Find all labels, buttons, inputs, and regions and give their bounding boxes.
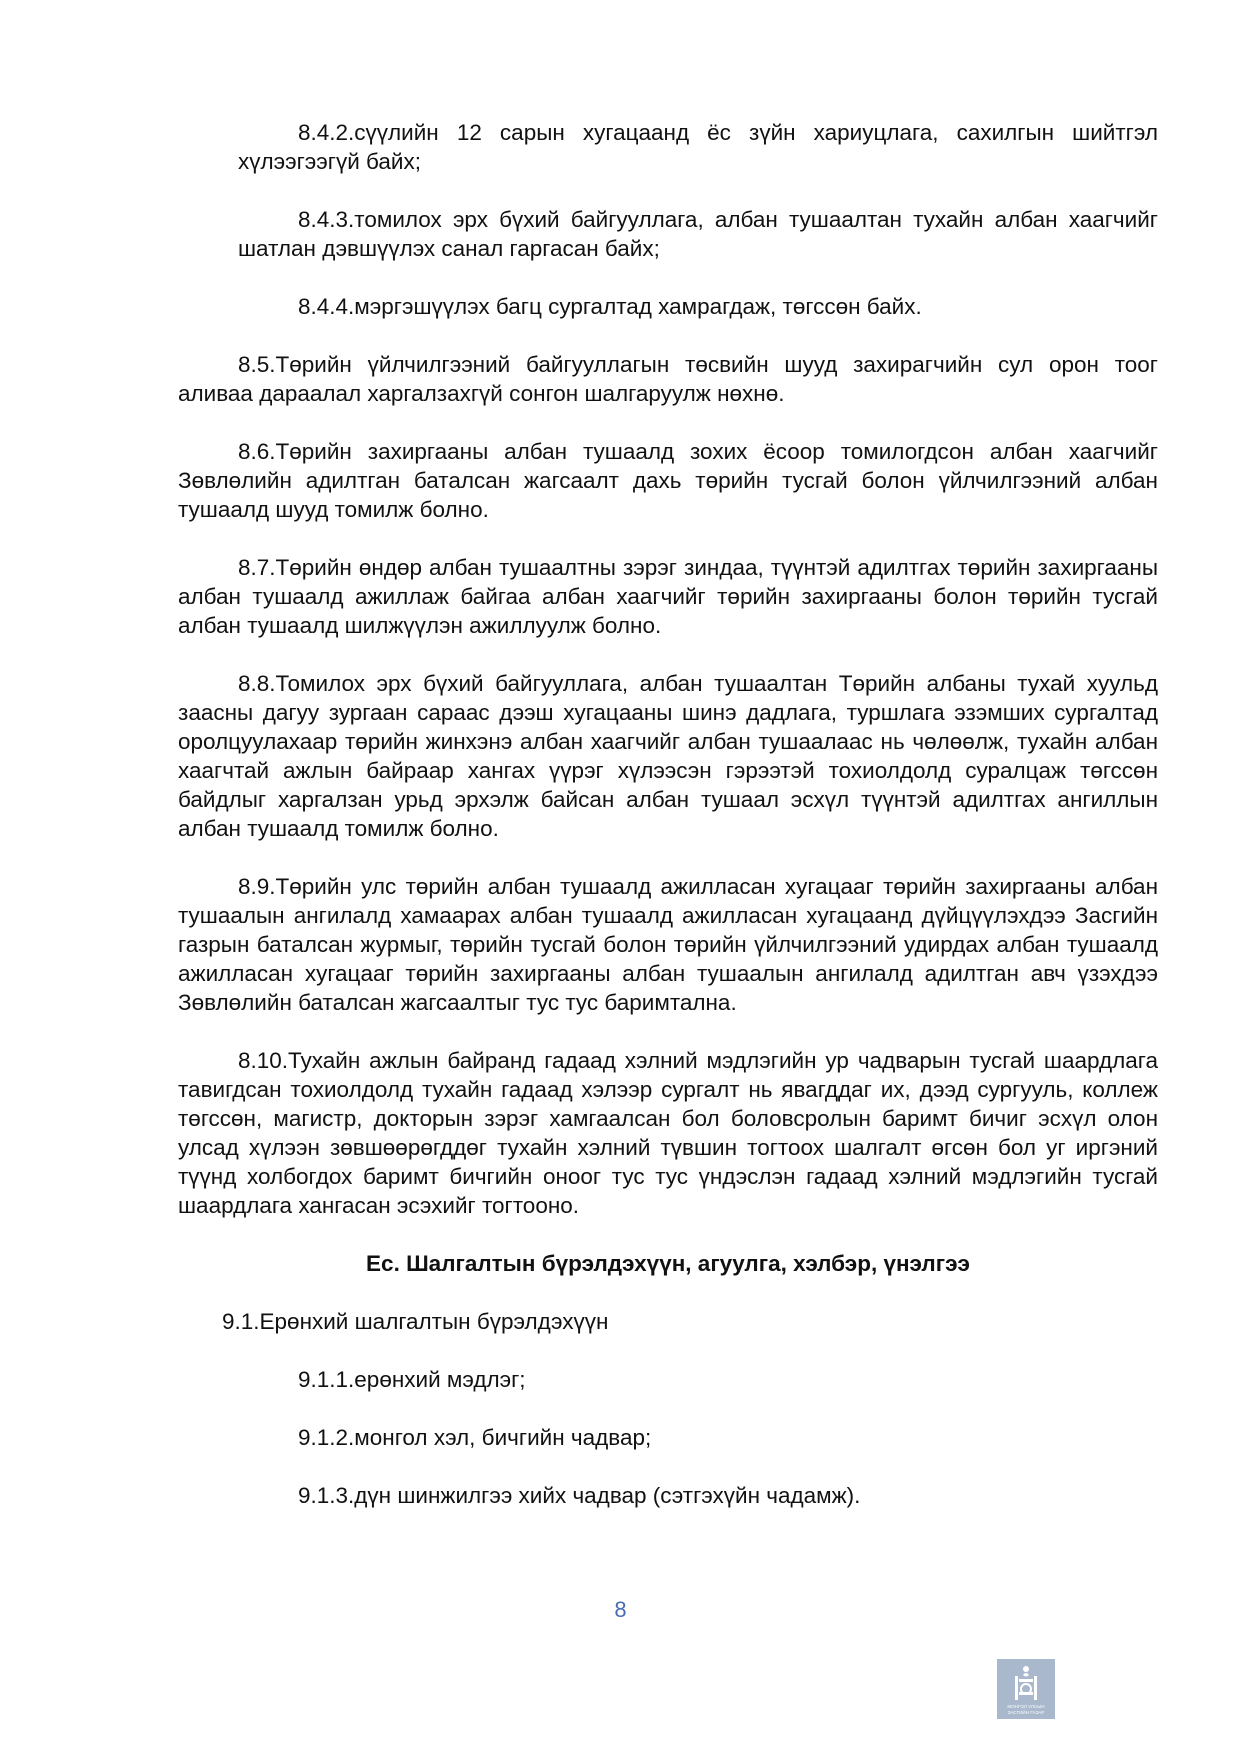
clause-8-10: 8.10.Тухайн ажлын байранд гадаад хэлний мэдлэгийн ур чадварын тусгай шаардлага тавигдсан тохиолдолд тухайн гадаад хэлээр сургалт нь явагддаг их, дээд сургууль, коллеж төгссөн, магистр, докторын зэрэг хамгаалсан бол боловсролын баримт бичиг эсхүл олон улсад хүлээн зөвшөөрөгддөг тухайн хэлний түвшин тогтоох шалгалт өгсөн бол уг иргэний түүнд холбогдох баримт бичгийн оноог тус тус үндэслэн гадаад хэлний мэдлэгийн тусгай шаардлага хангасан эсэхийг тогтооно.: [178, 1048, 1158, 1218]
emblem-caption-line2: ЗАСГИЙН ГАЗАР: [1007, 1710, 1045, 1715]
clause-8-6: 8.6.Төрийн захиргааны албан тушаалд зохих ёсоор томилогдсон албан хаагчийг Зөвлөлийн адилтган баталсан жагсаалт дахь төрийн тусгай болон үйлчилгээний албан тушаалд шууд томилж болно.: [178, 439, 1158, 522]
page-content: [178, 118, 1158, 1539]
clause-8-8: 8.8.Томилох эрх бүхий байгууллага, албан тушаалтан Төрийн албаны тухай хуульд заасны дагуу зургаан сараас дээш хугацааны шинэ дадлага, туршлага эзэмших сургалтад оролцуулахаар төрийн жинхэнэ албан хаагчийг албан тушаалаас нь чөлөөлж, тухайн албан хаагчтай ажлын байраар хангах үүрэг хүлээсэн гэрээтэй тохиолдолд суралцаж төгссөн байдлыг харгалзан урьд эрхэлж байсан албан тушаал эсхүл түүнтэй адилтгах ангиллын албан тушаалд томилж болно.: [178, 671, 1158, 841]
clause-8-9: 8.9.Төрийн улс төрийн албан тушаалд ажилласан хугацааг төрийн захиргааны албан тушаалын ангилалд хамаарах албан тушаалд ажилласан хугацаанд дүйцүүлэхдээ Засгийн газрын баталсан журмыг, төрийн тусгай болон төрийн үйлчилгээний удирдах албан тушаалд ажилласан хугацааг төрийн захиргааны албан тушаалын ангилалд адилтган авч үзэхдээ Зөвлөлийн баталсан жагсаалтыг тус тус баримтална.: [178, 874, 1158, 1015]
emblem-caption-line1: МОНГОЛ УЛСЫН: [1007, 1704, 1045, 1709]
soyombo-emblem-icon: [997, 1659, 1055, 1719]
government-emblem: [997, 1659, 1055, 1719]
clause-9-1-3: 9.1.3.дүн шинжилгээ хийх чадвар (сэтгэхүйн чадамж).: [298, 1483, 861, 1508]
clause-8-5: 8.5.Төрийн үйлчилгээний байгууллагын төсвийн шууд захирагчийн сул орон тоог аливаа дараалал харгалзахгүй сонгон шалгаруулж нөхнө.: [178, 352, 1158, 406]
clause-8-4-4: 8.4.4.мэргэшүүлэх багц сургалтад хамрагдаж, төгссөн байх.: [298, 294, 922, 319]
clause-9-1-2: 9.1.2.монгол хэл, бичгийн чадвар;: [298, 1425, 652, 1450]
section-heading: Ес. Шалгалтын бүрэлдэхүүн, агуулга, хэлбэр, үнэлгээ: [366, 1251, 970, 1276]
clause-9-1: 9.1.Ерөнхий шалгалтын бүрэлдэхүүн: [222, 1309, 609, 1334]
clause-8-4-3: 8.4.3.томилох эрх бүхий байгууллага, албан тушаалтан тухайн албан хаагчийг шатлан дэвшүүлэх санал гаргасан байх;: [238, 207, 1158, 261]
clause-9-1-1: 9.1.1.ерөнхий мэдлэг;: [298, 1367, 526, 1392]
clause-8-4-2: 8.4.2.сүүлийн 12 сарын хугацаанд ёс зүйн хариуцлага, сахилгын шийтгэл хүлээгээгүй байх;: [238, 120, 1158, 174]
clause-8-7: 8.7.Төрийн өндөр албан тушаалтны зэрэг зиндаа, түүнтэй адилтгах төрийн захиргааны албан тушаалд ажиллаж байгаа албан хаагчийг төрийн захиргааны болон төрийн тусгай албан тушаалд шилжүүлэн ажиллуулж болно.: [178, 555, 1158, 638]
page-number: 8: [614, 1597, 627, 1622]
